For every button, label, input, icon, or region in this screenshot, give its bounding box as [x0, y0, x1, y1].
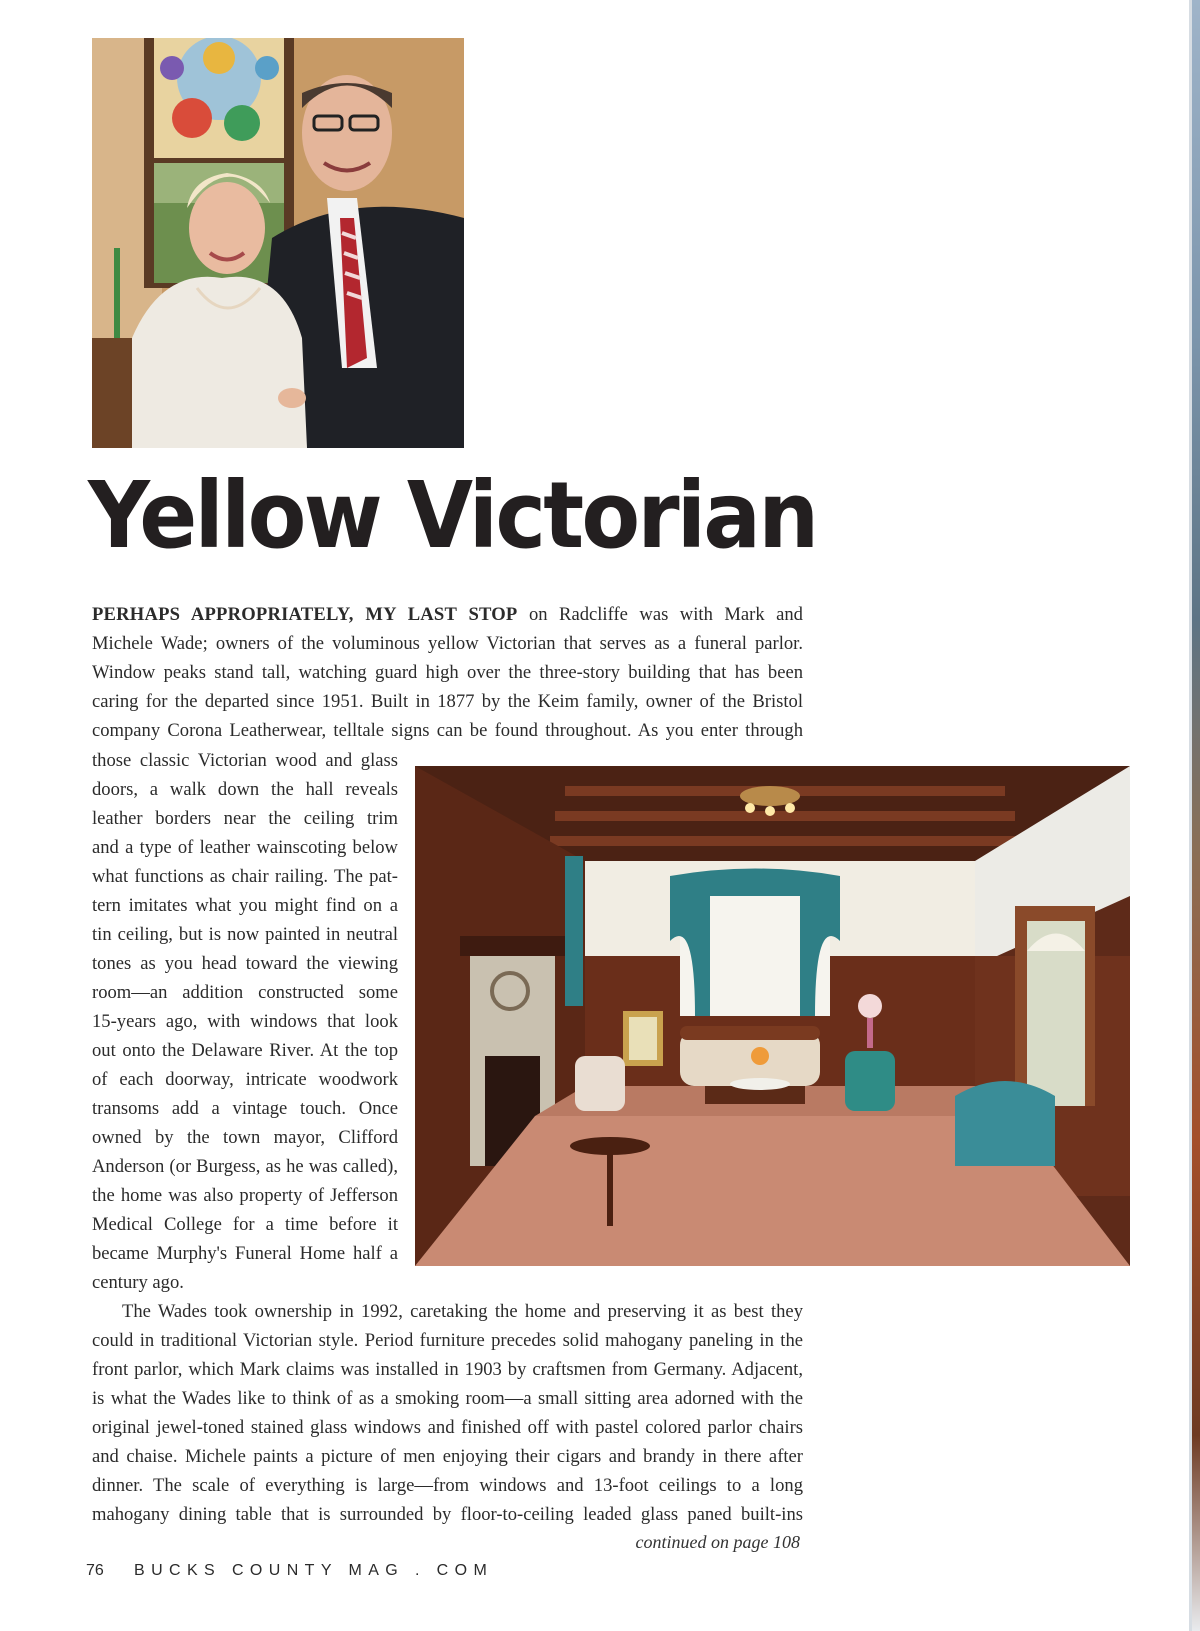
body-line: is what the Wades like to think of as a smoking room—a small sitting area adorned with the	[92, 1388, 803, 1409]
narrow-line: leather borders near the ceiling trim	[92, 808, 398, 829]
page-number: 76	[86, 1562, 104, 1579]
body-line: original jewel-toned stained glass windows and finished off with pastel colored parlor chairs	[92, 1417, 803, 1438]
intro-line-5: company Corona Leatherwear, telltale signs can be found throughout. As you enter through	[92, 720, 803, 741]
body-line: dinner. The scale of everything is large—from windows and 13-foot ceilings to a long	[92, 1475, 803, 1496]
narrow-line: those classic Victorian wood and glass	[92, 750, 398, 771]
narrow-line: room—an addition constructed some	[92, 982, 398, 1003]
narrow-line: owned by the town mayor, Clifford	[92, 1127, 398, 1148]
owners-portrait-photo	[92, 38, 464, 448]
narrow-line: tones as you head toward the viewing	[92, 953, 398, 974]
intro-line-1: PERHAPS APPROPRIATELY, MY LAST STOP on Radcliffe was with Mark and	[92, 604, 803, 625]
intro-line-2: Michele Wade; owners of the voluminous yellow Victorian that serves as a funeral parlor.	[92, 633, 803, 654]
body-paragraph	[92, 1297, 803, 1529]
narrow-line: and a type of leather wainscoting below	[92, 837, 398, 858]
body-line: could in traditional Victorian style. Period furniture precedes solid mahogany paneling in the	[92, 1330, 803, 1351]
facing-page-edge	[1189, 0, 1200, 1631]
body-line: and chaise. Michele paints a picture of men enjoying their cigars and brandy in there after	[92, 1446, 803, 1467]
narrow-line: tin ceiling, but is now painted in neutral	[92, 924, 398, 945]
intro-line-3: Window peaks stand tall, watching guard high over the three-story building that has been	[92, 662, 803, 683]
continued-note: continued on page 108	[635, 1532, 800, 1552]
narrow-line: out onto the Delaware River. At the top	[92, 1040, 398, 1061]
narrow-line: the home was also property of Jefferson	[92, 1185, 398, 1206]
narrow-line: what functions as chair railing. The pat-	[92, 866, 398, 887]
narrow-line: became Murphy's Funeral Home half a	[92, 1243, 398, 1264]
narrow-column	[92, 746, 398, 1297]
narrow-line: Anderson (or Burgess, as he was called),	[92, 1156, 398, 1177]
narrow-line: century ago.	[92, 1272, 184, 1293]
lead-in: PERHAPS APPROPRIATELY, MY LAST STOP	[92, 604, 518, 625]
intro-paragraph	[92, 600, 803, 745]
magazine-website: BUCKS COUNTY MAG . COM	[134, 1562, 494, 1579]
narrow-line: doors, a walk down the hall reveals	[92, 779, 398, 800]
intro-line-4: caring for the departed since 1951. Built in 1877 by the Keim family, owner of the Bristol	[92, 691, 803, 712]
body-line: The Wades took ownership in 1992, caretaking the home and preserving it as best they	[122, 1301, 803, 1322]
body-line: mahogany dining table that is surrounded by floor-to-ceiling leaded glass paned built-ins	[92, 1504, 803, 1525]
article-headline: Yellow Victorian	[88, 462, 817, 569]
narrow-line: tern imitates what you might find on a	[92, 895, 398, 916]
narrow-line: 15-years ago, with windows that look	[92, 1011, 398, 1032]
narrow-line: of each doorway, intricate woodwork	[92, 1069, 398, 1090]
body-line: front parlor, which Mark claims was installed in 1903 by craftsmen from Germany. Adjacent,	[92, 1359, 803, 1380]
narrow-line: Medical College for a time before it	[92, 1214, 398, 1235]
front-parlor-photo	[415, 766, 1130, 1266]
narrow-line: transoms add a vintage touch. Once	[92, 1098, 398, 1119]
